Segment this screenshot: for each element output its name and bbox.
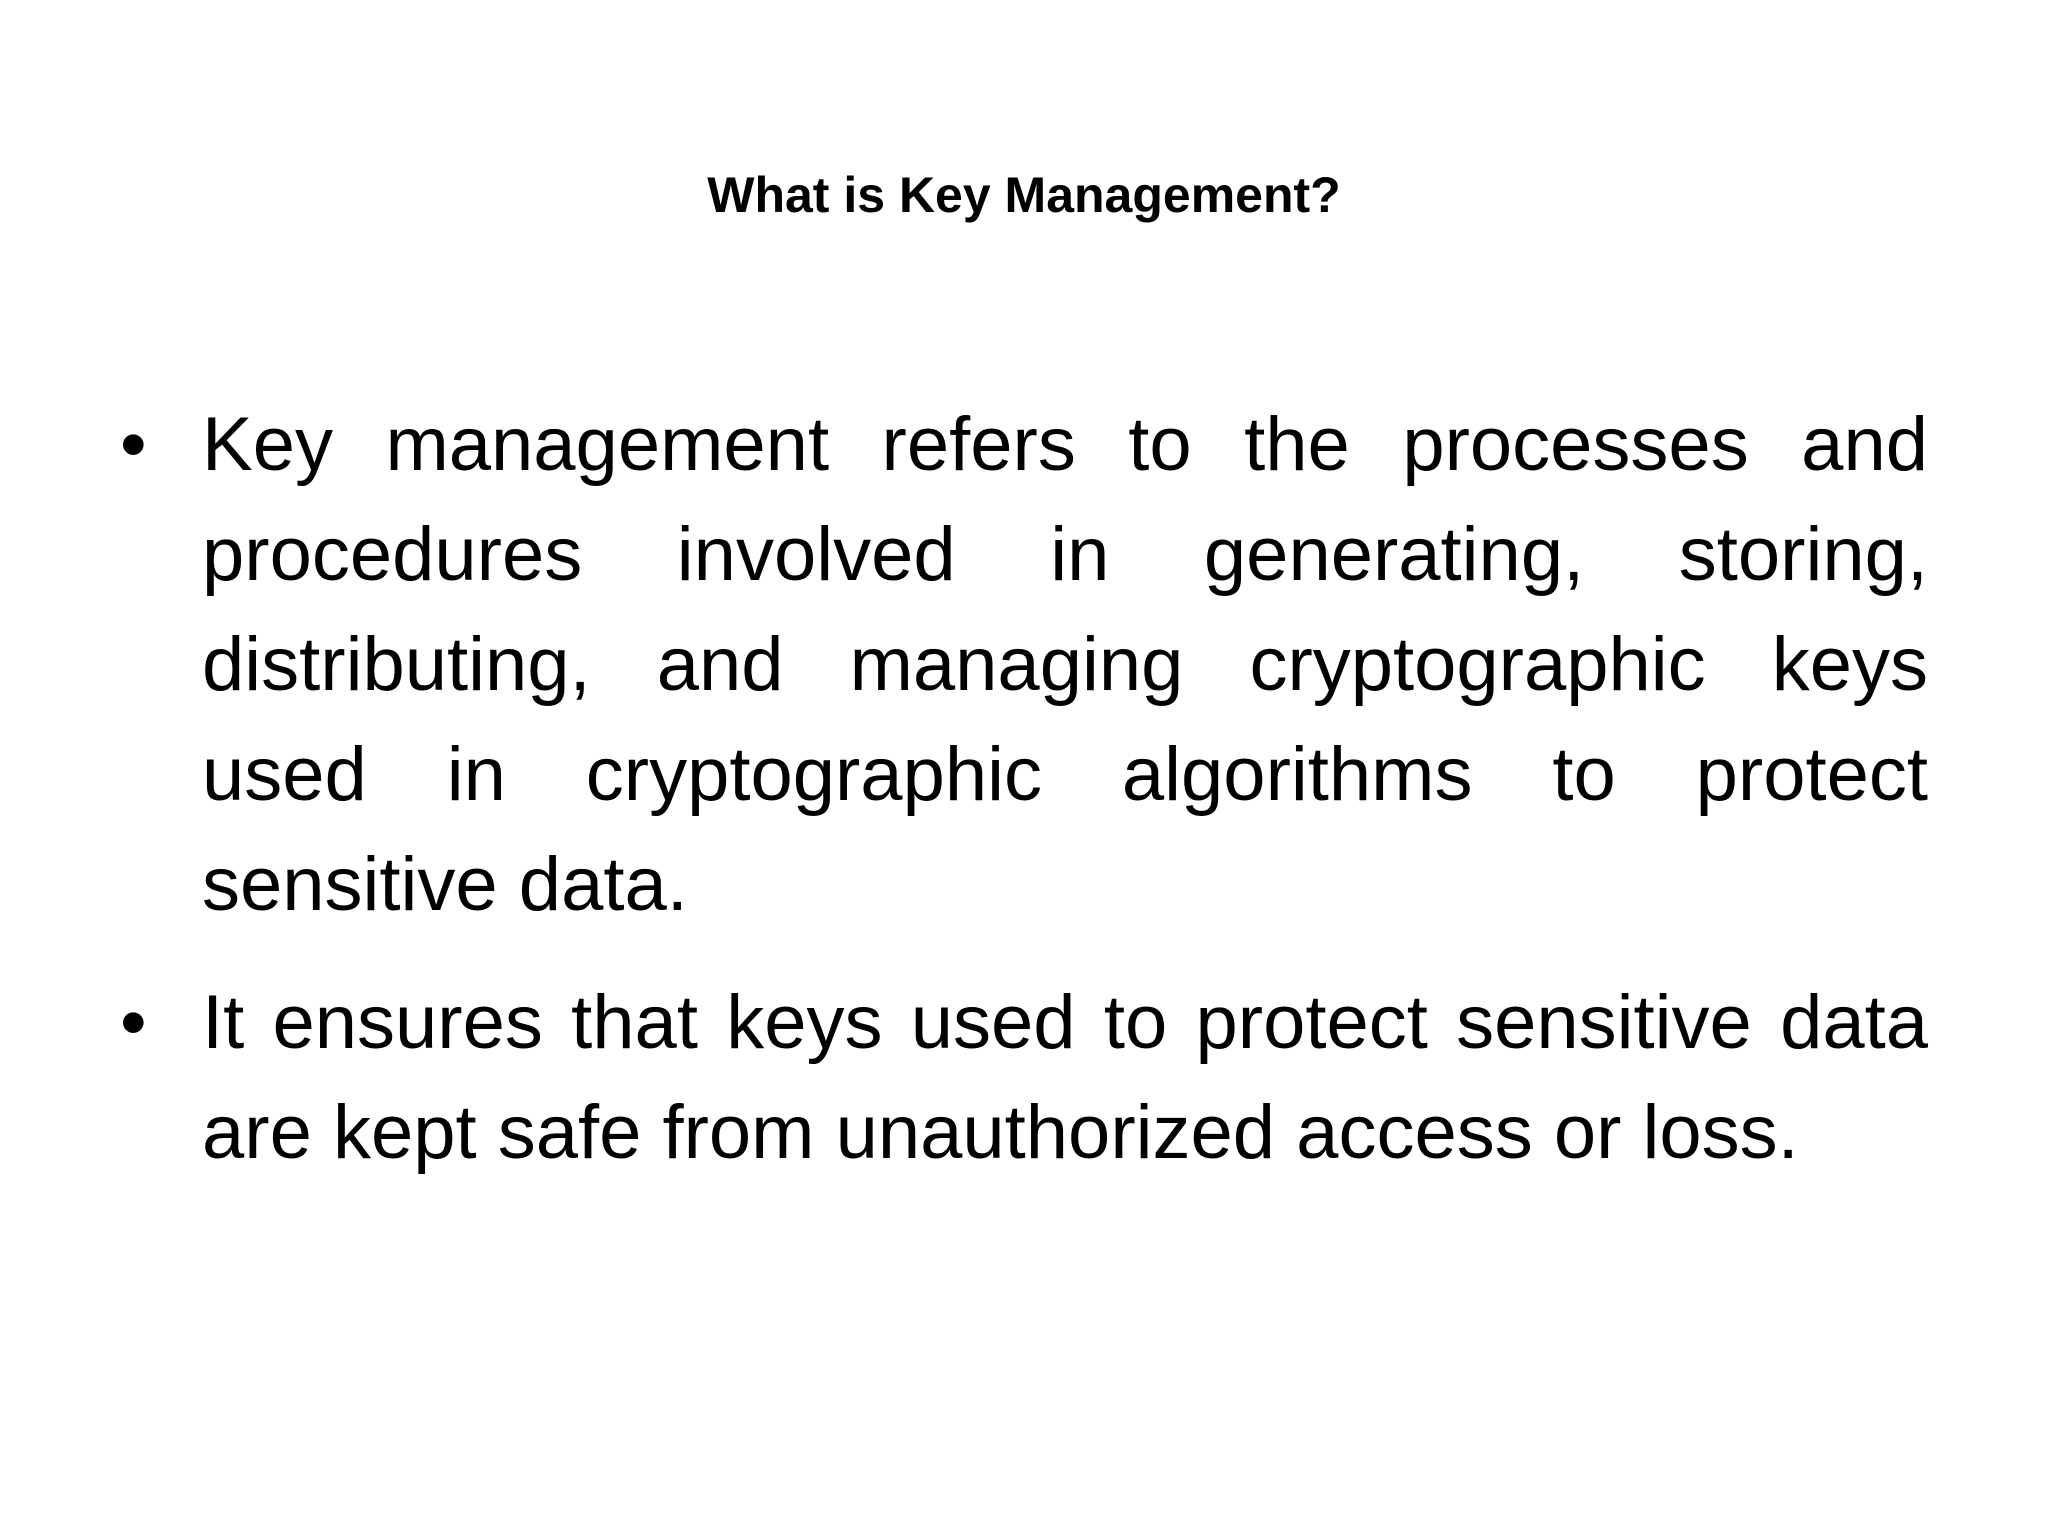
bullet-marker-icon: • — [120, 980, 147, 1065]
bullet-item — [120, 968, 1928, 1188]
bullet-item — [120, 390, 1928, 940]
bullet-text: Key management refers to the processes and procedures involved in generating, storing, distributing, and managing cryptographic keys used in cryptographic algorithms to protect sensitive data. — [202, 402, 1928, 927]
bullet-text: It ensures that keys used to protect sensitive data are kept safe from unauthorized access or loss. — [202, 980, 1928, 1175]
bullet-list — [120, 390, 1928, 1216]
bullet-marker-icon: • — [120, 402, 147, 487]
slide-title: What is Key Management? — [707, 167, 1341, 223]
